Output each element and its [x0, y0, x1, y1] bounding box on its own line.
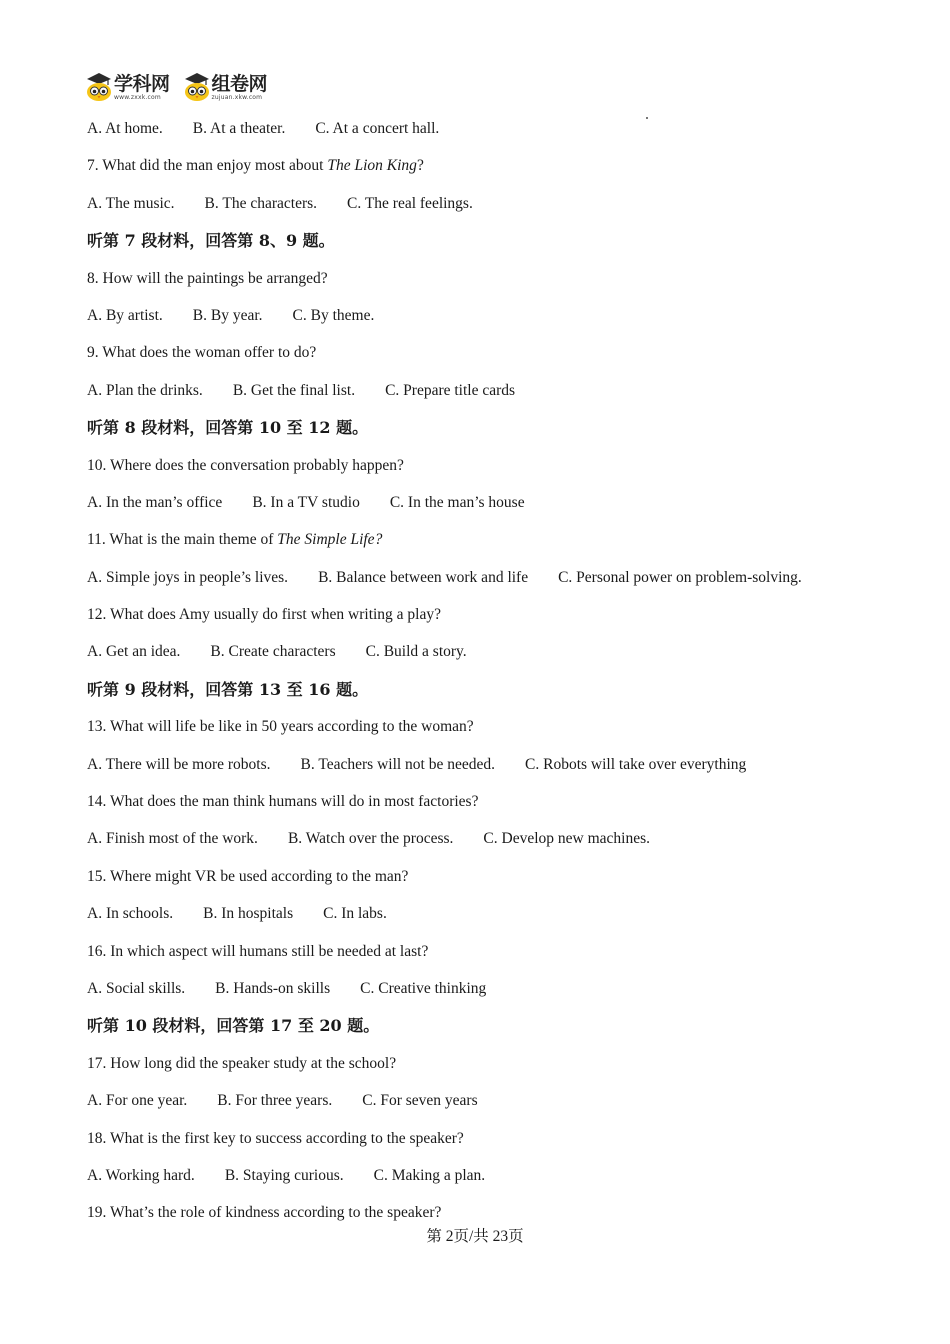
answer-option: B. Get the final list.: [232, 381, 356, 399]
answer-option: C. The real feelings.: [347, 194, 473, 212]
question-text: [87, 452, 887, 489]
answer-option: C. By theme.: [292, 306, 375, 324]
logo-url: www.zxxk.com: [114, 93, 161, 101]
question-text: [87, 601, 887, 638]
answer-options: [87, 900, 887, 937]
answer-option: B. At a theater.: [192, 120, 286, 137]
answer-option: B. Create characters: [210, 643, 336, 661]
answer-option: C. In the man’s house: [389, 493, 525, 511]
question-text: [87, 265, 887, 302]
answer-options: [87, 751, 887, 788]
answer-option: B. The characters.: [204, 194, 318, 212]
question-text: [87, 788, 887, 825]
owl-mascot-icon: [86, 72, 112, 102]
question-prefix: 9. What does the woman offer to do?: [87, 344, 317, 362]
question-text: [87, 1125, 887, 1162]
section-heading: 听第 8 段材料，回答第 10 至 12 题。: [87, 418, 369, 438]
answer-option: A. Working hard.: [87, 1166, 195, 1184]
section-heading: 听第 9 段材料，回答第 13 至 16 题。: [87, 679, 369, 699]
question-prefix: 18. What is the first key to success according to the speaker?: [87, 1129, 464, 1147]
answer-option: B. Staying curious.: [224, 1166, 344, 1184]
answer-options: [87, 377, 887, 414]
answer-option: C. Personal power on problem-solving.: [558, 568, 802, 586]
zujuan-logo: [184, 72, 268, 102]
answer-option: A. In the man’s office: [87, 493, 223, 511]
answer-option: B. Watch over the process.: [287, 830, 454, 848]
question-prefix: 16. In which aspect will humans still be needed at last?: [87, 942, 429, 960]
answer-option: B. For three years.: [217, 1092, 333, 1110]
answer-options: [87, 489, 887, 526]
answer-option: A. Get an idea.: [87, 643, 181, 661]
question-text: [87, 1050, 887, 1087]
question-text: [87, 863, 887, 900]
answer-option: C. Prepare title cards: [385, 381, 516, 399]
question-prefix: 17. How long did the speaker study at the school?: [87, 1054, 397, 1072]
question-prefix: 7. What did the man enjoy most about: [87, 157, 328, 175]
header-logos: [86, 70, 281, 104]
answer-option: C. Making a plan.: [373, 1166, 486, 1184]
answer-option: C. For seven years: [362, 1092, 478, 1110]
question-prefix: 14. What does the man think humans will do in most factories?: [87, 793, 479, 811]
question-prefix: 15. Where might VR be used according to the man?: [87, 867, 409, 885]
answer-options: [87, 302, 887, 339]
question-prefix: 13. What will life be like in 50 years according to the woman?: [87, 718, 474, 736]
section-heading: 听第 7 段材料，回答第 8、9 题。: [87, 231, 335, 251]
question-text: [87, 938, 887, 975]
page-footer: 第 2页/共 23页: [426, 1228, 524, 1245]
answer-option: A. Social skills.: [87, 979, 186, 997]
answer-option: B. In a TV studio: [252, 493, 360, 511]
answer-option: B. By year.: [192, 306, 263, 324]
answer-option: B. Balance between work and life: [318, 568, 529, 586]
logo-title: 学科网: [114, 72, 170, 95]
answer-option: B. In hospitals: [203, 905, 294, 923]
answer-options: [87, 115, 887, 152]
answer-option: A. In schools.: [87, 905, 174, 923]
question-list: [87, 115, 887, 1237]
answer-options: [87, 638, 887, 675]
owl-mascot-icon: [184, 72, 210, 102]
answer-option: A. Plan the drinks.: [87, 381, 203, 399]
question-suffix: ?: [416, 157, 424, 175]
logo-url: zujuan.xkw.com: [211, 93, 263, 101]
question-text: [87, 339, 887, 376]
answer-option: C. Robots will take over everything: [525, 755, 747, 773]
answer-option: C. Develop new machines.: [483, 830, 651, 848]
answer-option: A. By artist.: [87, 306, 163, 324]
question-prefix: 10. Where does the conversation probably happen?: [87, 456, 404, 474]
question-text: [87, 526, 887, 563]
answer-option: A. Finish most of the work.: [87, 830, 258, 848]
answer-options: [87, 975, 887, 1012]
answer-option: C. Creative thinking: [360, 979, 487, 997]
answer-option: A. For one year.: [87, 1092, 188, 1110]
section-heading: 听第 10 段材料，回答第 17 至 20 题。: [87, 1016, 380, 1036]
answer-option: C. In labs.: [323, 905, 387, 923]
question-title-italic: The Simple Life?: [277, 531, 383, 549]
answer-options: [87, 564, 887, 601]
answer-option: A. Simple joys in people’s lives.: [87, 568, 289, 586]
question-text: [87, 713, 887, 750]
answer-options: [87, 1087, 887, 1124]
zxxk-logo: [86, 72, 170, 102]
answer-option: A. At home.: [87, 120, 163, 137]
question-text: [87, 152, 887, 189]
question-title-italic: The Lion King: [327, 157, 417, 175]
answer-options: [87, 190, 887, 227]
logo-title: 组卷网: [211, 72, 268, 95]
question-prefix: 19. What’s the role of kindness according to the speaker?: [87, 1204, 442, 1222]
answer-option: A. The music.: [87, 194, 175, 212]
answer-options: [87, 1162, 887, 1199]
answer-option: C. At a concert hall.: [315, 120, 440, 137]
answer-options: [87, 825, 887, 862]
answer-option: B. Teachers will not be needed.: [300, 755, 496, 773]
answer-option: C. Build a story.: [365, 643, 467, 661]
question-prefix: 12. What does Amy usually do first when writing a play?: [87, 606, 442, 624]
question-prefix: 8. How will the paintings be arranged?: [87, 269, 328, 287]
answer-option: A. There will be more robots.: [87, 755, 271, 773]
answer-option: B. Hands-on skills: [215, 979, 331, 997]
question-prefix: 11. What is the main theme of: [87, 531, 278, 549]
